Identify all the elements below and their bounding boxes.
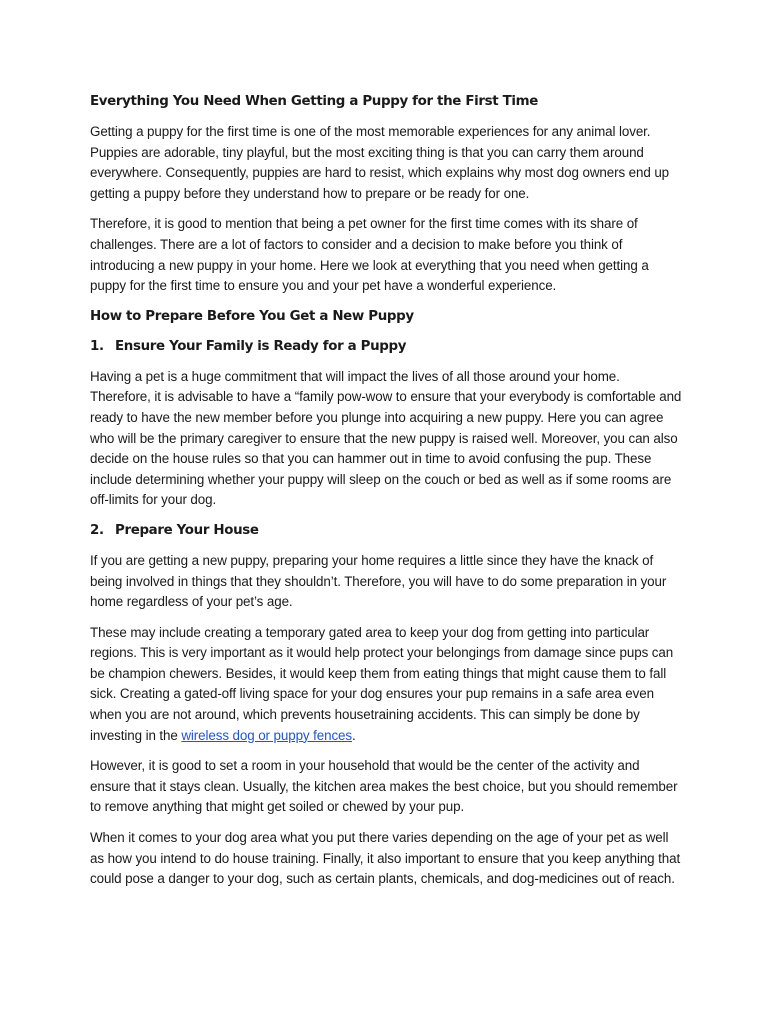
- step-1-number: 1.: [90, 338, 104, 354]
- step-1-heading: [90, 337, 682, 357]
- step-2-number: 2.: [90, 522, 104, 538]
- step-2-paragraph-2: [90, 623, 682, 747]
- wireless-fences-link[interactable]: wireless dog or puppy fences: [181, 727, 352, 743]
- section-heading: How to Prepare Before You Get a New Puppy: [90, 308, 414, 324]
- step-2-paragraph-4: When it comes to your dog area what you put there varies depending on the age of your pet as well as how you intend to do house training. Finally, it also important to ensure that you keep anything that could pose a danger to your dog, such as certain plants, chemicals, and dog-medicines out of reach.: [90, 830, 681, 887]
- step-2-paragraph-2-end: .: [352, 727, 356, 743]
- step-2-paragraph-1: If you are getting a new puppy, preparing your home requires a little since they have the knack of being involved in things that they shouldn’t. Therefore, you will have to do some preparation in your home regardless of your pet’s age.: [90, 552, 667, 610]
- document-page: [90, 92, 682, 900]
- document-title: Everything You Need When Getting a Puppy for the First Time: [90, 94, 538, 109]
- step-2-title: Prepare Your House: [115, 522, 259, 538]
- step-1-title: Ensure Your Family is Ready for a Puppy: [115, 338, 407, 354]
- intro-paragraph-1: Getting a puppy for the first time is one of the most memorable experiences for any animal lover. Puppies are adorable, tiny playful, but the most exciting thing is that you can carry them around everywhere. Consequently, puppies are hard to resist, which explains why most dog owners end up getting a puppy before they understand how to prepare or be ready for one.: [90, 124, 670, 201]
- step-2-paragraph-2-text: These may include creating a temporary gated area to keep your dog from getting into particular regions. This is very important as it would help protect your belongings from damage since pups can be champion chewers. Besides, it would keep them from eating things that might cause them to fall sick. Creating a gated-off living space for your dog ensures your pup remains in a safe area even when you are not around, which prevents housetraining accidents. This can simply be done by investing in the: [90, 624, 674, 743]
- step-2-paragraph-3: However, it is good to set a room in your household that would be the center of the activity and ensure that it stays clean. Usually, the kitchen area makes the best choice, but you should remember to remove anything that might get soiled or chewed by your pup.: [90, 758, 678, 815]
- step-1-paragraph: Having a pet is a huge commitment that will impact the lives of all those around your home. Therefore, it is advisable to have a “family pow-wow to ensure that your everybody is comfortable and ready to have the new member before you plunge into acquiring a new puppy. Here you can agree who will be the primary caregiver to ensure that the new puppy is raised well. Moreover, you can also decide on the house rules so that you can hammer out in time to avoid confusing the pup. These include determining whether your puppy will sleep on the couch or bed as well as if some rooms are off-limits for your dog.: [90, 368, 682, 508]
- intro-paragraph-2: Therefore, it is good to mention that being a pet owner for the first time comes with its share of challenges. There are a lot of factors to consider and a decision to make before you think of introducing a new puppy in your home. Here we look at everything that you need when getting a puppy for the first time to ensure you and your pet have a wonderful experience.: [90, 216, 649, 294]
- step-2-heading: [90, 521, 682, 541]
